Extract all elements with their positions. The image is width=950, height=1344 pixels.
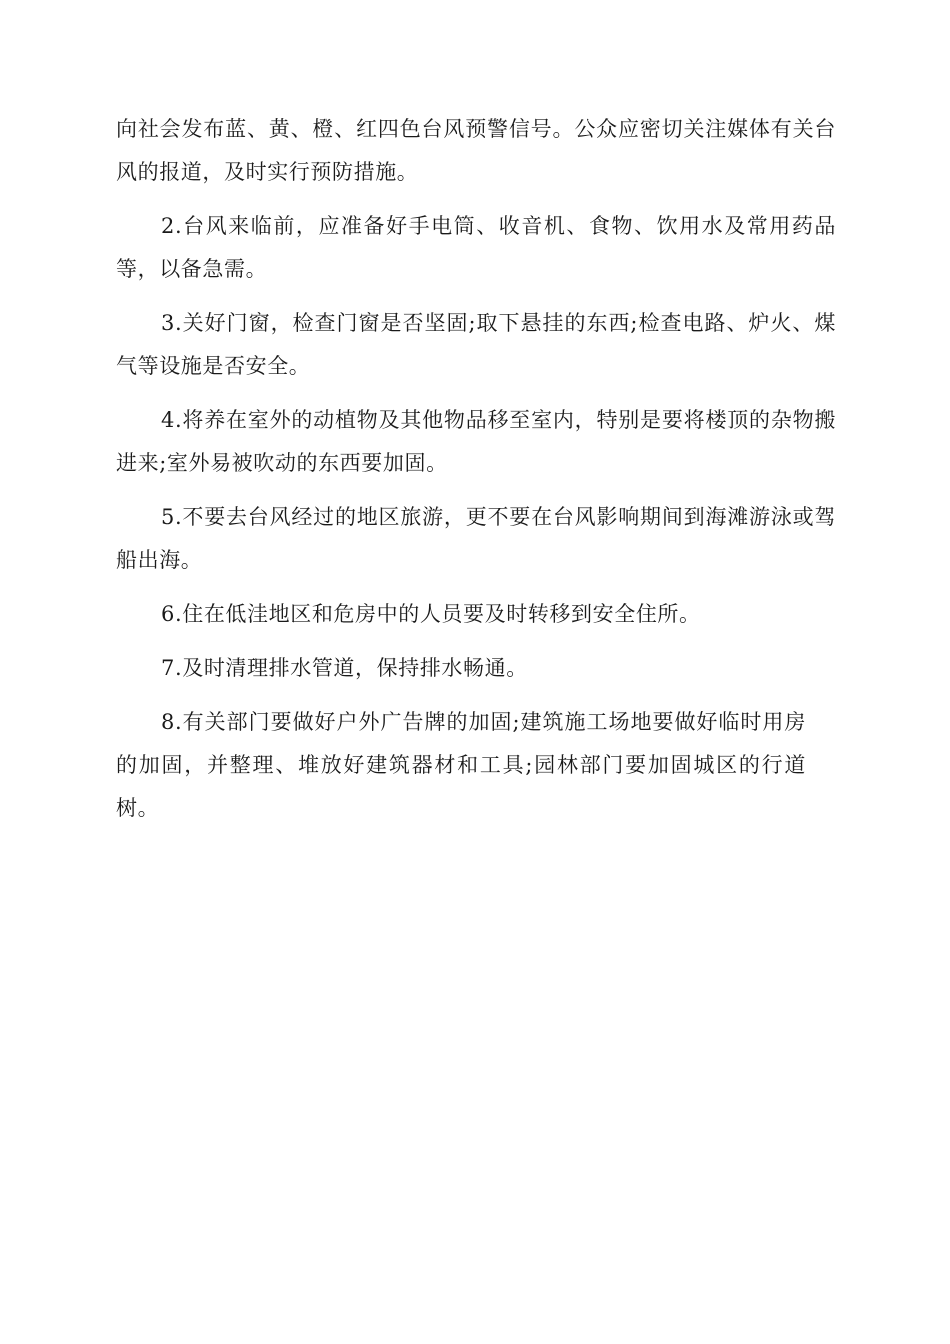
paragraph-item-8: 8.有关部门要做好户外广告牌的加固;建筑施工场地要做好临时用房的加固，并整理、堆放好建筑器材和工具;园林部门要加固城区的行道树。 bbox=[116, 710, 806, 820]
document-body bbox=[116, 108, 836, 841]
paragraph-item-3: 3.关好门窗，检查门窗是否坚固;取下悬挂的东西;检查电路、炉火、煤气等设施是否安全。 bbox=[116, 311, 836, 378]
paragraph-item-6: 6.住在低洼地区和危房中的人员要及时转移到安全住所。 bbox=[161, 602, 701, 626]
paragraph-item-4: 4.将养在室外的动植物及其他物品移至室内，特别是要将楼顶的杂物搬进来;室外易被吹动的东西要加固。 bbox=[116, 408, 836, 475]
paragraph-item-5: 5.不要去台风经过的地区旅游，更不要在台风影响期间到海滩游泳或驾船出海。 bbox=[116, 505, 836, 572]
paragraph-item-7: 7.及时清理排水管道，保持排水畅通。 bbox=[161, 656, 528, 680]
paragraph-continuation: 向社会发布蓝、黄、橙、红四色台风预警信号。公众应密切关注媒体有关台风的报道，及时实行预防措施。 bbox=[116, 117, 836, 184]
paragraph-item-2: 2.台风来临前，应准备好手电筒、收音机、食物、饮用水及常用药品等，以备急需。 bbox=[116, 214, 836, 281]
